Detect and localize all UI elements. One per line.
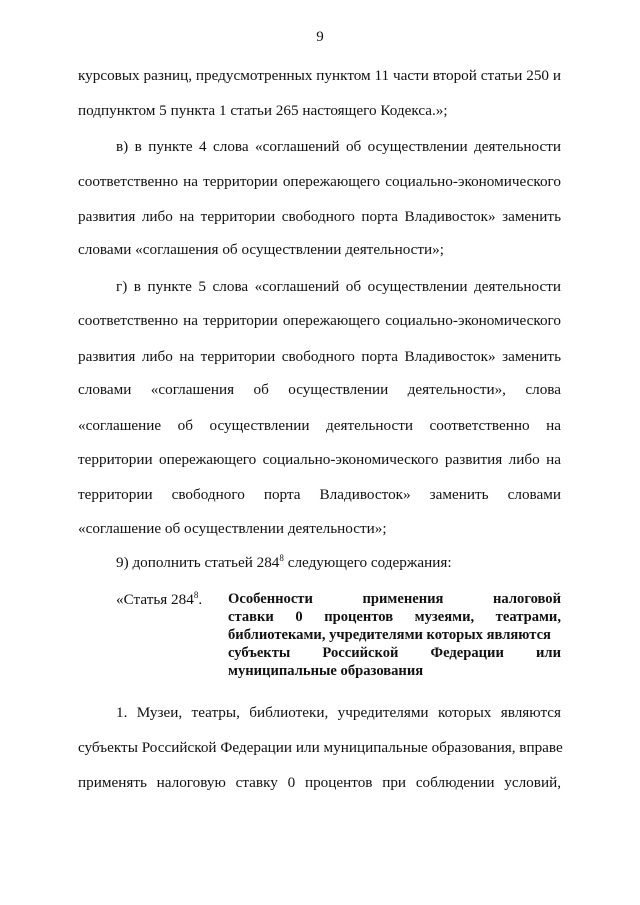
text-line: курсовых разниц, предусмотренных пунктом 11 части второй статьи 250 и — [78, 67, 561, 84]
text-line: территории опережающего социально-экономического развития либо на — [78, 451, 561, 468]
text-line: г) в пункте 5 слова «соглашений об осуществлении деятельности — [116, 278, 561, 295]
text-line: «соглашение об осуществлении деятельности»; — [78, 520, 387, 537]
article-title-line: Особенности применения налоговой — [228, 591, 561, 607]
item-9-text: 9) дополнить статьей 284 — [116, 554, 280, 571]
text-line: территории свободного порта Владивосток» заменить словами — [78, 486, 561, 503]
text-line: словами «соглашения об осуществлении деятельности»; — [78, 241, 444, 258]
text-line: словами «соглашения об осуществлении деятельности», слова — [78, 381, 561, 398]
text-line: в) в пункте 4 слова «соглашений об осуществлении деятельности — [116, 138, 561, 155]
item-9-line — [116, 553, 561, 573]
article-title-line: муниципальные образования — [228, 663, 424, 679]
text-line: подпунктом 5 пункта 1 статьи 265 настоящего Кодекса.»; — [78, 102, 448, 119]
page-number: 9 — [316, 29, 324, 45]
text-line: развития либо на территории свободного порта Владивосток» заменить — [78, 348, 561, 365]
article-title-line: библиотеками, учредителями которых являются — [228, 627, 551, 643]
text-line: соответственно на территории опережающего социально-экономического — [78, 173, 561, 190]
text-line: развития либо на территории свободного порта Владивосток» заменить — [78, 208, 561, 225]
text-line: субъекты Российской Федерации или муниципальные образования, вправе — [78, 739, 563, 756]
text-line: применять налоговую ставку 0 процентов при соблюдении условий, — [78, 774, 561, 791]
article-title-line: ставки 0 процентов музеями, театрами, — [228, 609, 561, 625]
superscript: 8 — [279, 553, 284, 563]
superscript: 8 — [193, 590, 199, 600]
article-label-text: «Статья 284 — [116, 591, 194, 608]
article-title-line: субъекты Российской Федерации или — [228, 645, 561, 661]
article-label — [116, 590, 202, 610]
text-line: соответственно на территории опережающего социально-экономического — [78, 312, 561, 329]
article-label-suffix: . — [198, 591, 203, 608]
text-line: 1. Музеи, театры, библиотеки, учредителями которых являются — [116, 704, 561, 721]
text-line: «соглашение об осуществлении деятельности соответственно на — [78, 417, 561, 434]
item-9-suffix: следующего содержания: — [283, 554, 452, 571]
